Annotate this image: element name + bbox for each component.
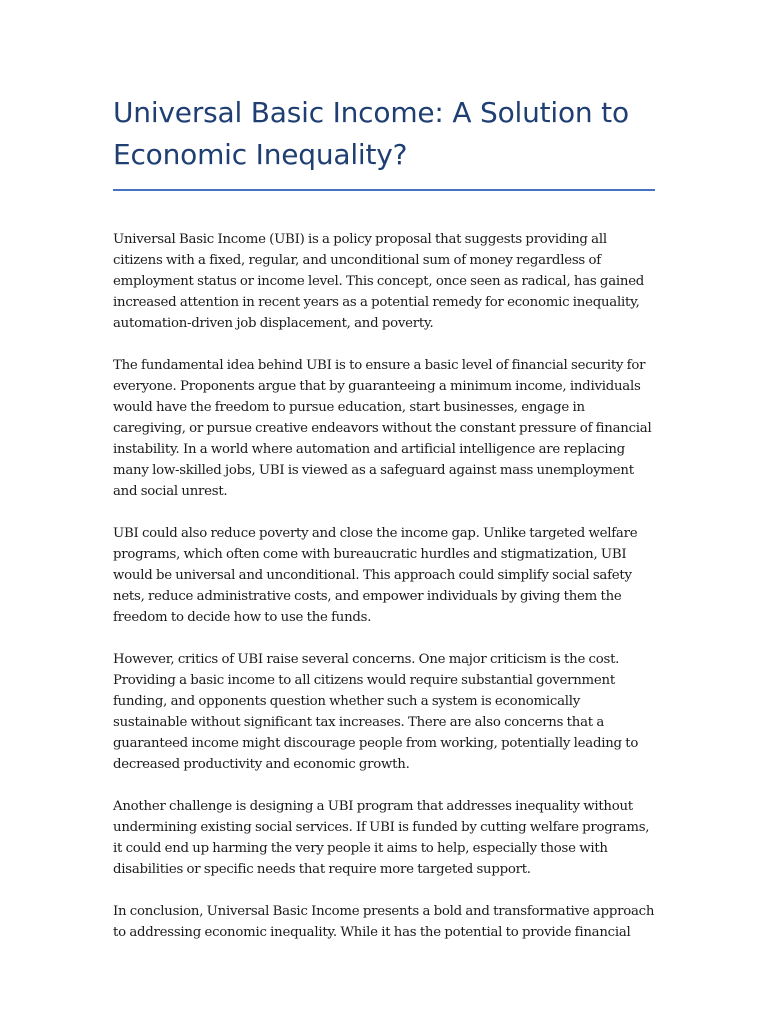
paragraph-design-challenge: Another challenge is designing a UBI program that addresses inequality without undermining existing social services. If UBI is funded by cutting welfare programs, it could end up harming the very people it aims to help, especially those with disabilities or specific needs that require more targeted support. — [113, 799, 650, 877]
paragraph-conclusion: In conclusion, Universal Basic Income presents a bold and transformative approach to addressing economic inequality. While it has the potential to provide financial — [113, 904, 655, 940]
paragraph-criticisms: However, critics of UBI raise several concerns. One major criticism is the cost. Providing a basic income to all citizens would require substantial government funding, and opponents question whether such a system is economically sustainable without significant tax increases. There are also concerns that a guaranteed income might discourage people from working, potentially leading to decreased productivity and economic growth. — [113, 652, 639, 772]
document-title: Universal Basic Income: A Solution to Economic Inequality? — [113, 96, 629, 171]
paragraph-fundamental-idea: The fundamental idea behind UBI is to ensure a basic level of financial security for everyone. Proponents argue that by guaranteeing a minimum income, individuals would have the freedom to pursue education, start businesses, engage in caregiving, or pursue creative endeavors without the constant pressure of financial instability. In a world where automation and artificial intelligence are replacing many low-skilled jobs, UBI is viewed as a safeguard against mass unemployment and social unrest. — [113, 358, 652, 499]
document-body — [113, 229, 655, 943]
paragraph-reduce-poverty: UBI could also reduce poverty and close the income gap. Unlike targeted welfare programs, which often come with bureaucratic hurdles and stigmatization, UBI would be universal and unconditional. This approach could simplify social safety nets, reduce administrative costs, and empower individuals by giving them the freedom to decide how to use the funds. — [113, 526, 638, 625]
paragraph-intro: Universal Basic Income (UBI) is a policy proposal that suggests providing all citizens with a fixed, regular, and unconditional sum of money regardless of employment status or income level. This concept, once seen as radical, has gained increased attention in recent years as a potential remedy for economic inequality, automation-driven job displacement, and poverty. — [113, 232, 645, 331]
title-underline-rule — [113, 189, 655, 191]
